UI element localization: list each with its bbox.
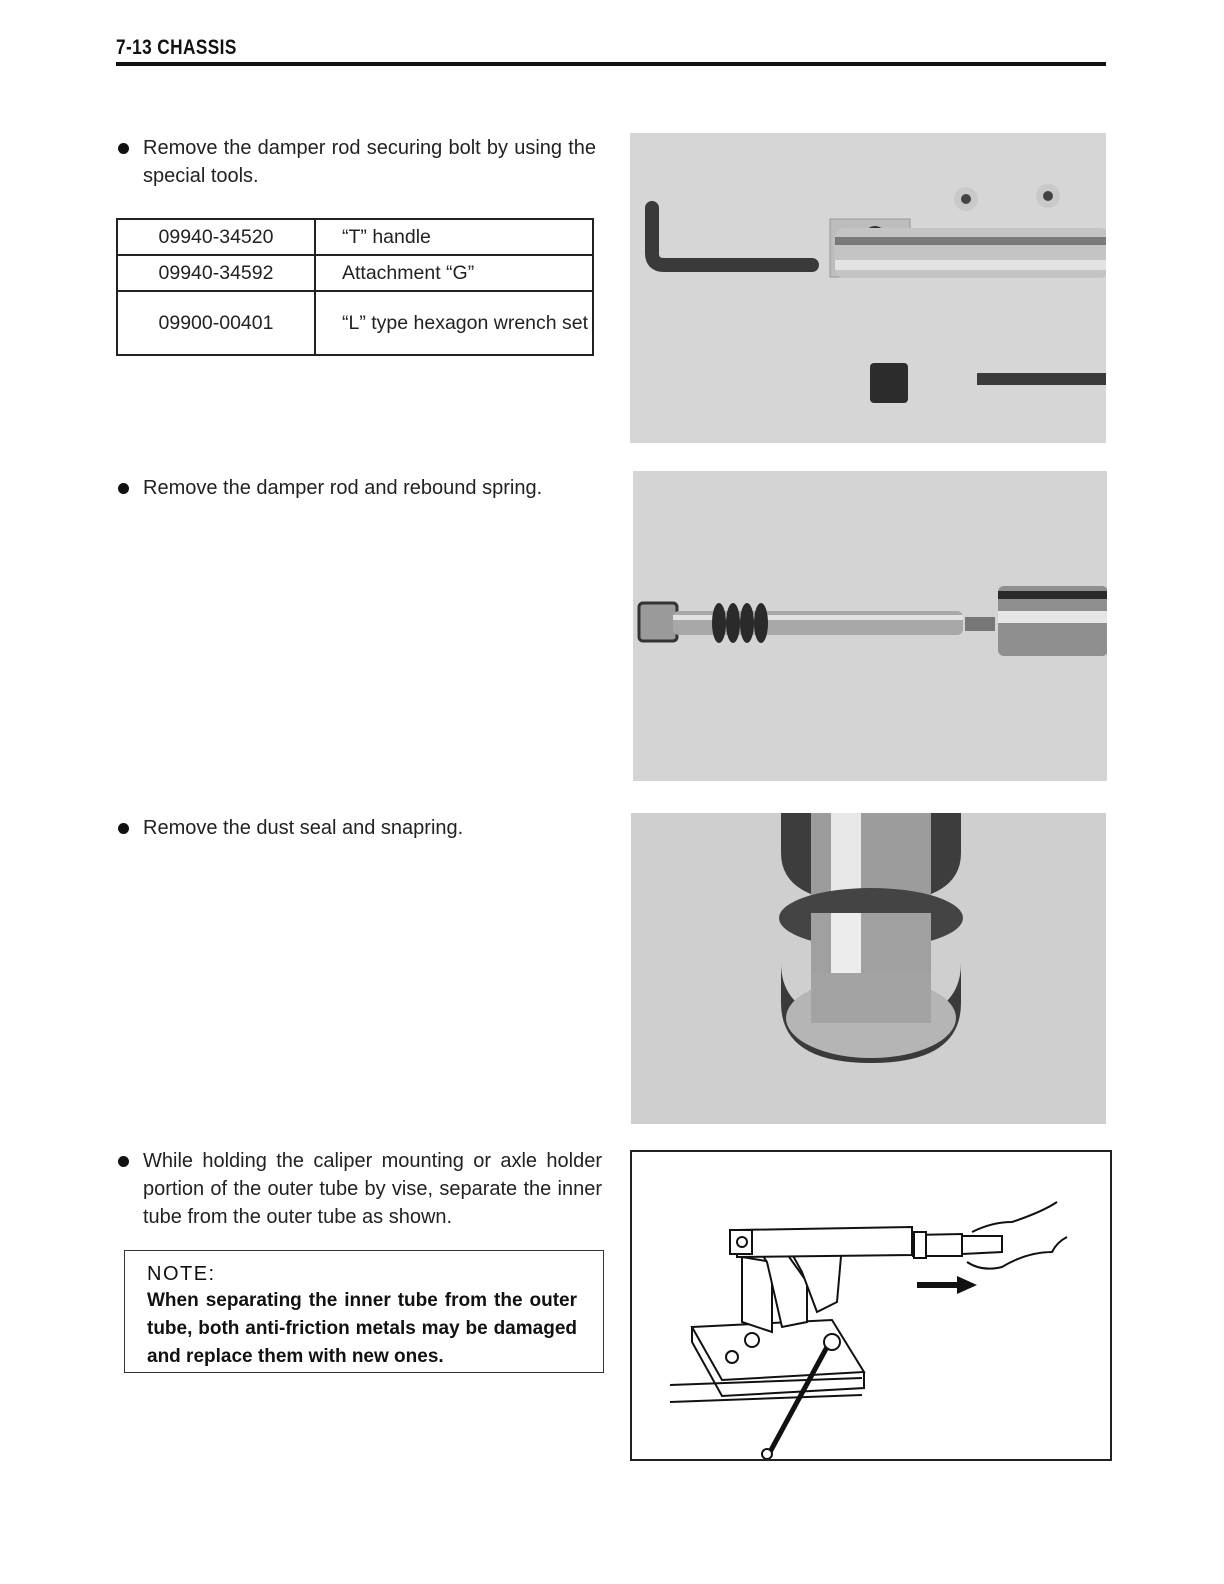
bullet-icon xyxy=(118,143,129,154)
page-header xyxy=(116,36,1106,60)
part-description: Attachment “G” xyxy=(315,255,593,291)
part-number: 09900-00401 xyxy=(117,291,315,355)
step-remove-dust-seal xyxy=(118,814,596,842)
header-divider xyxy=(116,62,1106,66)
table-row xyxy=(117,291,593,355)
damper-rod-photo xyxy=(633,471,1107,781)
step-text: Remove the dust seal and snapring. xyxy=(143,817,464,839)
step-text: While holding the caliper mounting or axle holder portion of the outer tube by vise, separate the inner tube from the outer tube as shown. xyxy=(143,1150,602,1228)
step-text: Remove the damper rod securing bolt by using the special tools. xyxy=(143,137,596,187)
part-number: 09940-34592 xyxy=(117,255,315,291)
bullet-icon xyxy=(118,483,129,494)
part-description: “T” handle xyxy=(315,219,593,255)
bullet-icon xyxy=(118,1156,129,1167)
page-title: 7-13 CHASSIS xyxy=(116,36,237,59)
step-text: Remove the damper rod and rebound spring. xyxy=(143,477,543,499)
table-row xyxy=(117,219,593,255)
dust-seal-photo xyxy=(631,813,1106,1124)
step-remove-damper-rod xyxy=(118,474,596,502)
special-tools-photo xyxy=(630,133,1106,443)
bullet-icon xyxy=(118,823,129,834)
vise-illustration xyxy=(630,1150,1112,1461)
table-row xyxy=(117,255,593,291)
part-description: “L” type hexagon wrench set xyxy=(315,291,593,355)
note-title: NOTE: xyxy=(147,1263,216,1285)
note-body: When separating the inner tube from the outer tube, both anti-friction metals may be damaged and replace them with new ones. xyxy=(147,1290,577,1367)
step-separate-tubes xyxy=(118,1147,602,1231)
part-number: 09940-34520 xyxy=(117,219,315,255)
step-remove-bolt xyxy=(118,134,596,190)
special-tools-table xyxy=(116,218,594,356)
note-box xyxy=(124,1250,604,1373)
